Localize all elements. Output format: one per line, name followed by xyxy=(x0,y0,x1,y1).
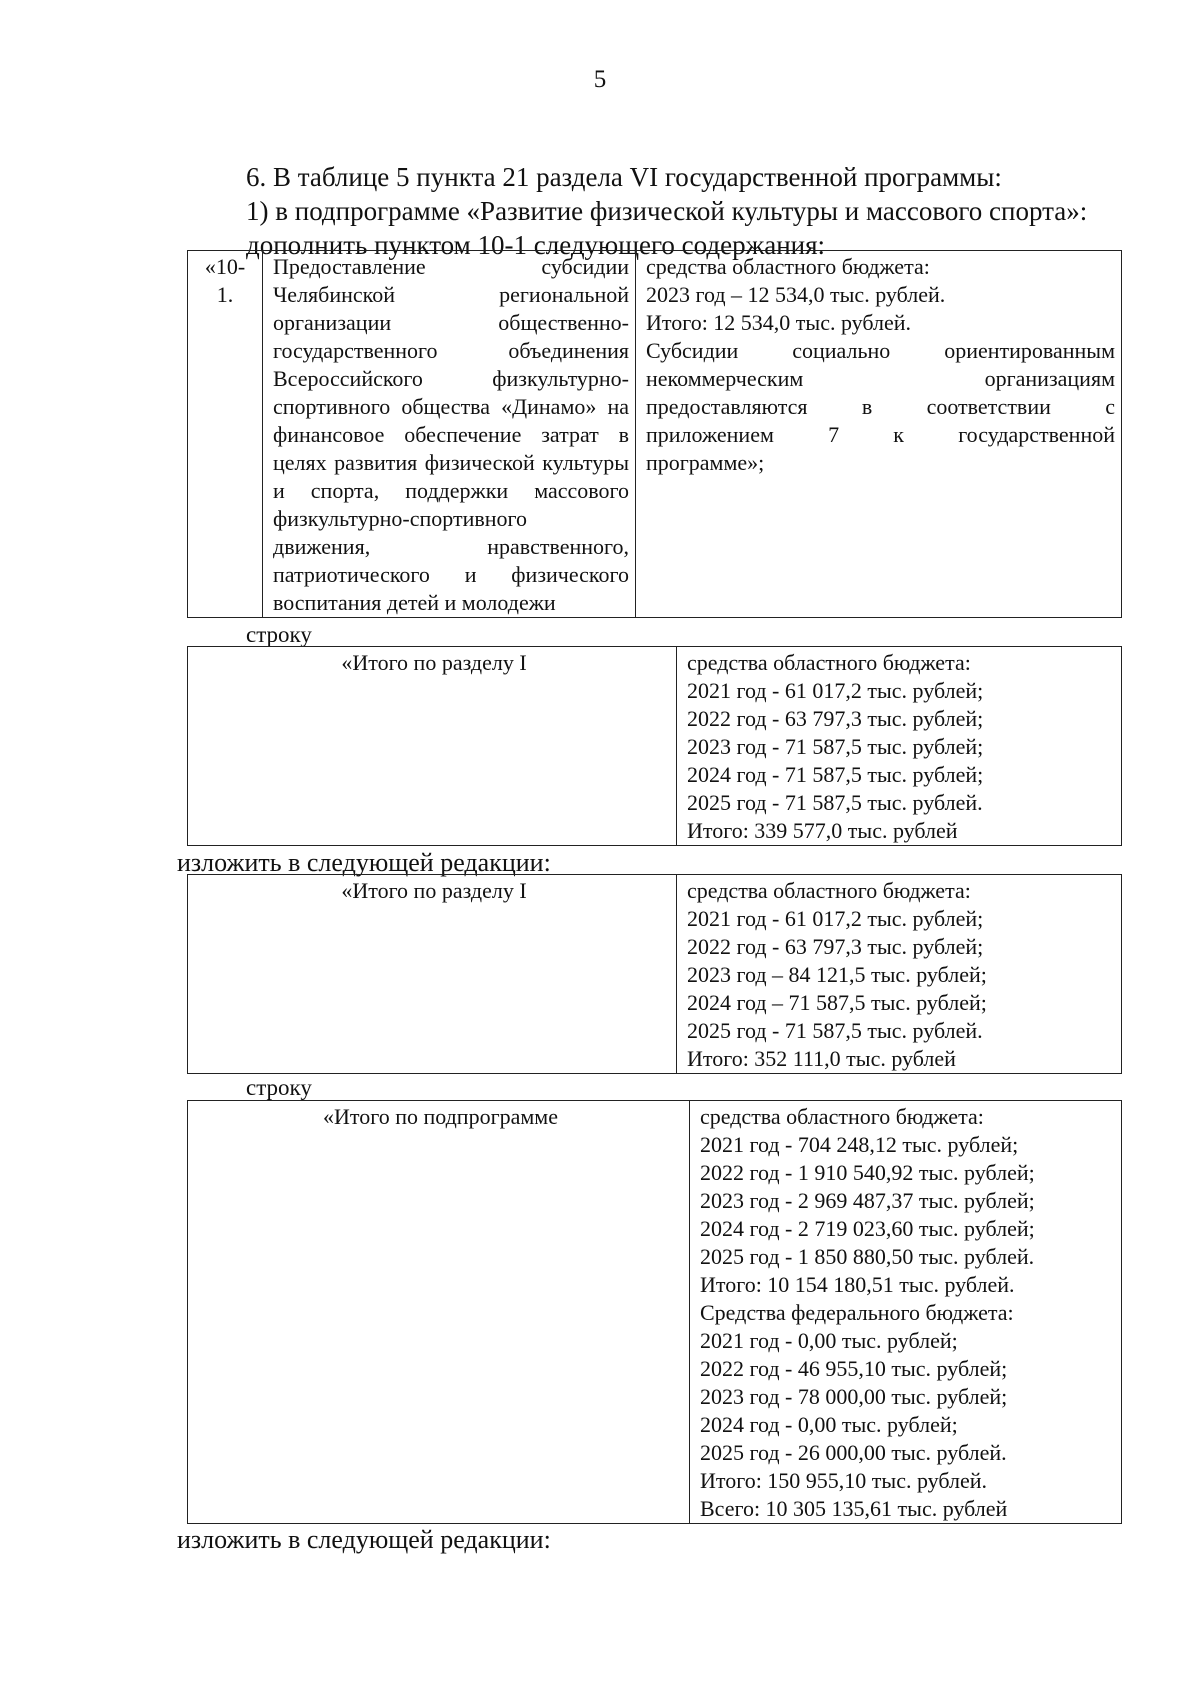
funding-line: 2022 год - 63 797,3 тыс. рублей; xyxy=(687,706,984,731)
description-line-word: спорта, xyxy=(310,478,380,503)
funding-line: 2021 год - 704 248,12 тыс. рублей; xyxy=(700,1132,1019,1157)
funding-line-word: ориентированным xyxy=(944,338,1115,363)
funding-line: 2021 год - 61 017,2 тыс. рублей; xyxy=(687,906,984,931)
funding-line xyxy=(646,337,1115,365)
description-line xyxy=(273,281,629,309)
description-line xyxy=(273,505,629,533)
description-line xyxy=(273,309,629,337)
row-label-1: строку xyxy=(246,622,312,647)
description-line xyxy=(273,337,629,365)
description-line-word: спортивного xyxy=(273,394,391,419)
subprogram-total-table xyxy=(187,1100,1122,1524)
intro-line-3: дополнить пунктом 10-1 следующего содержания: xyxy=(246,230,826,260)
funding-line: 2022 год - 46 955,10 тыс. рублей; xyxy=(700,1356,1008,1381)
description-line-word: физической xyxy=(424,450,535,475)
description-line-word: общества xyxy=(401,394,491,419)
description-line-word: обеспечение xyxy=(404,422,522,447)
item-funding xyxy=(646,253,1115,477)
funding-line: 2023 год - 71 587,5 тыс. рублей; xyxy=(687,734,984,759)
description-line xyxy=(273,589,629,617)
funding-line: 2021 год - 0,00 тыс. рублей; xyxy=(700,1328,958,1353)
funding-line: 2025 год - 71 587,5 тыс. рублей. xyxy=(687,1018,983,1043)
edit-label-2: изложить в следующей редакции: xyxy=(177,1525,551,1554)
funding-line: 2025 год - 1 850 880,50 тыс. рублей. xyxy=(700,1244,1035,1269)
funding-line-word: 7 xyxy=(828,422,840,447)
description-line-word: воспитания детей и молодежи xyxy=(273,590,556,615)
funding-line: Итого: 10 154 180,51 тыс. рублей. xyxy=(700,1272,1015,1297)
funding-line: 2022 год - 63 797,3 тыс. рублей; xyxy=(687,934,984,959)
funding-line-word: приложением xyxy=(646,422,774,447)
table-row xyxy=(188,647,1122,846)
funding-line: средства областного бюджета: xyxy=(687,650,971,675)
description-line xyxy=(273,449,629,477)
description-line-word: целях xyxy=(273,450,327,475)
funding-line: средства областного бюджета: xyxy=(700,1104,984,1129)
section-total-new-table xyxy=(187,874,1122,1074)
description-line xyxy=(273,253,629,281)
item-number-line: «10- xyxy=(204,254,246,279)
description-line-word: массового xyxy=(534,478,629,503)
description-line-word: Челябинской xyxy=(273,282,396,307)
funding-line: 2024 год - 71 587,5 тыс. рублей; xyxy=(687,762,984,787)
description-line-word: развития xyxy=(334,450,418,475)
funding-line: 2022 год - 1 910 540,92 тыс. рублей; xyxy=(700,1160,1035,1185)
funding-line-word: с xyxy=(1105,394,1115,419)
description-line-word: государственного xyxy=(273,338,438,363)
description-line xyxy=(273,393,629,421)
funding-line-word: предоставляются xyxy=(646,394,808,419)
funding-line: Итого: 150 955,10 тыс. рублей. xyxy=(700,1468,988,1493)
description-line-word: и xyxy=(273,478,285,503)
description-line xyxy=(273,365,629,393)
funding-line: 2023 год - 2 969 487,37 тыс. рублей; xyxy=(700,1188,1035,1213)
section-total-title-cell xyxy=(188,647,677,846)
section-total-title: «Итого по разделу I xyxy=(341,650,527,675)
section-total-funding-cell xyxy=(677,647,1122,846)
funding-line-word: Итого: 12 534,0 тыс. рублей. xyxy=(646,310,912,335)
funding-line-word: к xyxy=(893,422,904,447)
description-line-word: финансовое xyxy=(273,422,385,447)
table-row xyxy=(188,1101,1122,1524)
funding-line: Всего: 10 305 135,61 тыс. рублей xyxy=(700,1496,1008,1521)
description-line-word: физкультурно- xyxy=(492,366,629,391)
description-line-word: культуры xyxy=(542,450,629,475)
edit-label-1: изложить в следующей редакции: xyxy=(177,848,551,877)
funding-line: Итого: 352 111,0 тыс. рублей xyxy=(687,1046,956,1071)
description-line-word: Всероссийского xyxy=(273,366,423,391)
description-line xyxy=(273,477,629,505)
funding-line-word: соответствии xyxy=(926,394,1051,419)
subprogram-total-title-cell xyxy=(188,1101,690,1524)
description-line-word: движения, xyxy=(273,534,371,559)
funding-line-word: государственной xyxy=(958,422,1115,447)
funding-line-word: средства областного бюджета: xyxy=(646,254,930,279)
item-description xyxy=(273,253,629,617)
description-line-word: на xyxy=(607,394,629,419)
item-number-line: 1. xyxy=(216,282,234,307)
description-line xyxy=(273,533,629,561)
funding-line: 2025 год - 26 000,00 тыс. рублей. xyxy=(700,1440,1007,1465)
funding-line: Средства федерального бюджета: xyxy=(700,1300,1014,1325)
row-label-2: строку xyxy=(246,1075,312,1100)
description-line-word: субсидии xyxy=(541,254,629,279)
subprogram-total-title: «Итого по подпрограмме xyxy=(323,1104,558,1129)
funding-line: 2021 год - 61 017,2 тыс. рублей; xyxy=(687,678,984,703)
description-line-word: Предоставление xyxy=(273,254,426,279)
description-line-word: нравственного, xyxy=(487,534,629,559)
item-funding-cell xyxy=(636,251,1122,618)
item-10-1-table xyxy=(187,250,1122,618)
section-total-title: «Итого по разделу I xyxy=(341,878,527,903)
funding-line: 2024 год - 0,00 тыс. рублей; xyxy=(700,1412,958,1437)
funding-line-word: некоммерческим xyxy=(646,366,804,391)
subprogram-total-funding xyxy=(700,1103,1115,1523)
item-number-cell xyxy=(188,251,263,618)
funding-line-word: в xyxy=(861,394,873,419)
funding-line: 2023 год - 78 000,00 тыс. рублей; xyxy=(700,1384,1008,1409)
description-line-word: общественно- xyxy=(498,310,629,335)
section-total-funding xyxy=(687,877,1115,1073)
funding-line: 2024 год – 71 587,5 тыс. рублей; xyxy=(687,990,987,1015)
description-line-word: «Динамо» xyxy=(501,394,597,419)
funding-line: 2025 год - 71 587,5 тыс. рублей. xyxy=(687,790,983,815)
description-line-word: организации xyxy=(273,310,392,335)
funding-line xyxy=(646,309,1115,337)
funding-line xyxy=(646,449,1115,477)
subprogram-total-funding-cell xyxy=(690,1101,1122,1524)
page-number: 5 xyxy=(593,66,607,93)
funding-line xyxy=(646,365,1115,393)
funding-line: 2023 год – 84 121,5 тыс. рублей; xyxy=(687,962,987,987)
funding-line: Итого: 339 577,0 тыс. рублей xyxy=(687,818,958,843)
funding-line-word: социально xyxy=(792,338,891,363)
funding-line-word: Субсидии xyxy=(646,338,739,363)
funding-line xyxy=(646,393,1115,421)
funding-line xyxy=(646,421,1115,449)
section-total-funding xyxy=(687,649,1115,845)
item-description-cell xyxy=(263,251,636,618)
funding-line xyxy=(646,281,1115,309)
funding-line: 2024 год - 2 719 023,60 тыс. рублей; xyxy=(700,1216,1035,1241)
section-total-old-table xyxy=(187,646,1122,846)
table-row xyxy=(188,875,1122,1074)
description-line-word: региональной xyxy=(499,282,629,307)
description-line xyxy=(273,421,629,449)
description-line-word: патриотического xyxy=(273,562,430,587)
funding-line-word: организациям xyxy=(984,366,1115,391)
intro-line-2: 1) в подпрограмме «Развитие физической культуры и массового спорта»: xyxy=(246,196,1088,226)
description-line-word: в xyxy=(618,422,629,447)
intro-line-1: 6. В таблице 5 пункта 21 раздела VI государственной программы: xyxy=(246,162,1002,192)
section-total-funding-cell xyxy=(677,875,1122,1074)
description-line-word: объединения xyxy=(508,338,629,363)
funding-line-word: 2023 год – 12 534,0 тыс. рублей. xyxy=(646,282,946,307)
description-line-word: затрат xyxy=(541,422,599,447)
funding-line xyxy=(646,253,1115,281)
description-line-word: и xyxy=(464,562,477,587)
description-line-word: физкультурно-спортивного xyxy=(273,506,527,531)
funding-line-word: программе»; xyxy=(646,450,765,475)
description-line-word: физического xyxy=(511,562,629,587)
section-total-title-cell xyxy=(188,875,677,1074)
funding-line: средства областного бюджета: xyxy=(687,878,971,903)
description-line xyxy=(273,561,629,589)
table-row xyxy=(188,251,1122,618)
description-line-word: поддержки xyxy=(405,478,509,503)
